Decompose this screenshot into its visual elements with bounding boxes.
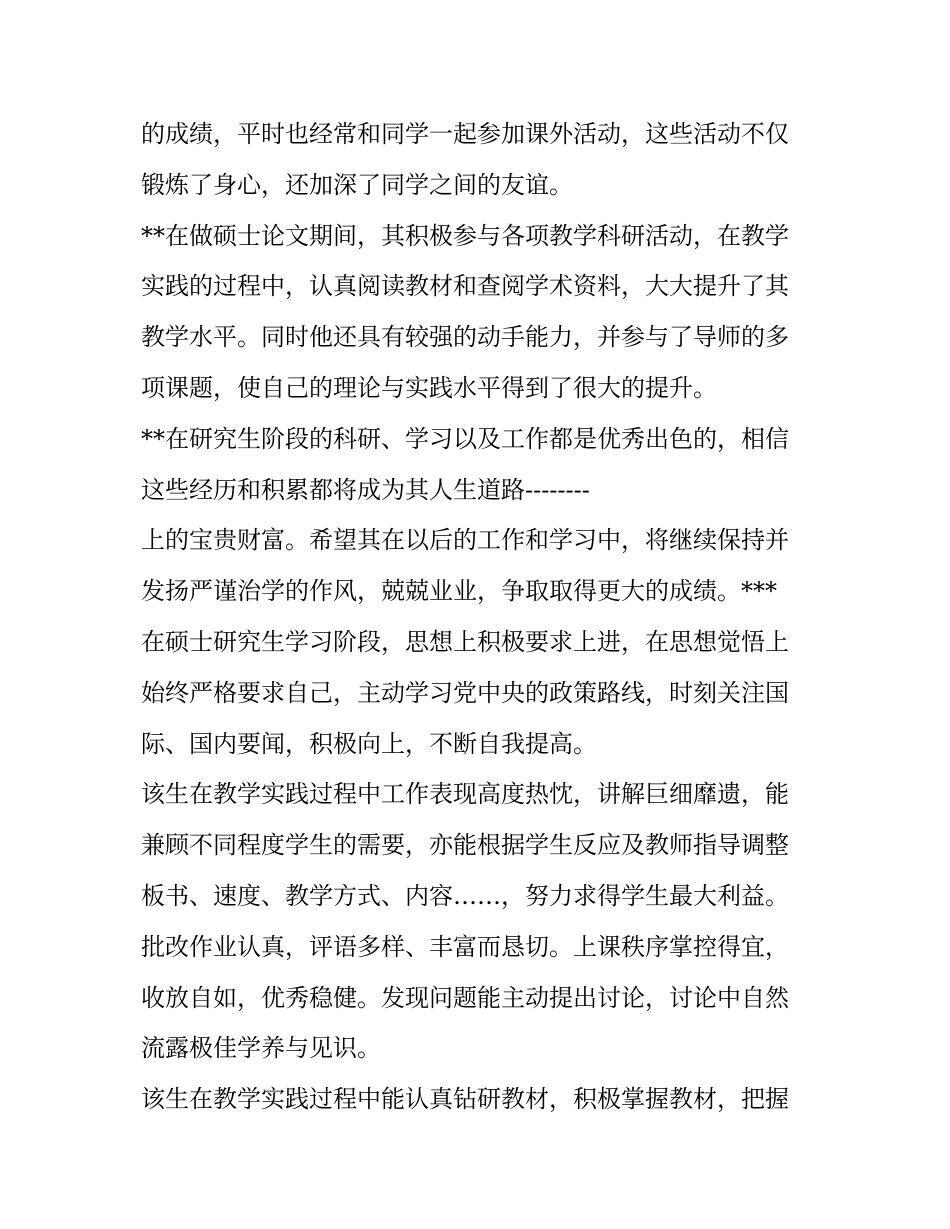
text-line: 批改作业认真，评语多样、丰富而恳切。上课秩序掌控得宜， bbox=[141, 932, 789, 961]
text-line: 始终严格要求自己，主动学习党中央的政策路线，时刻关注国 bbox=[141, 678, 789, 707]
text-line: 板书、速度、教学方式、内容……，努力求得学生最大利益。 bbox=[141, 881, 789, 910]
text-line: 流露极佳学养与见识。 bbox=[141, 1034, 381, 1063]
text-line: 兼顾不同程度学生的需要，亦能根据学生反应及教师指导调整 bbox=[141, 831, 789, 860]
document-body bbox=[141, 109, 831, 1125]
text-line: **在研究生阶段的科研、学习以及工作都是优秀出色的，相信 bbox=[141, 424, 789, 453]
text-line: 教学水平。同时他还具有较强的动手能力，并参与了导师的多 bbox=[141, 323, 789, 352]
text-line: **在做硕士论文期间，其积极参与各项教学科研活动，在教学 bbox=[141, 221, 789, 250]
text-line: 项课题，使自己的理论与实践水平得到了很大的提升。 bbox=[141, 373, 717, 402]
text-line: 锻炼了身心，还加深了同学之间的友谊。 bbox=[141, 170, 573, 199]
text-line: 这些经历和积累都将成为其人生道路-------- bbox=[141, 475, 590, 504]
text-line: 在硕士研究生学习阶段，思想上积极要求上进，在思想觉悟上 bbox=[141, 627, 789, 656]
text-line: 的成绩，平时也经常和同学一起参加课外活动，这些活动不仅 bbox=[141, 120, 789, 148]
text-line: 该生在教学实践过程中工作表现高度热忱，讲解巨细靡遗，能 bbox=[141, 780, 789, 809]
text-line: 发扬严谨治学的作风，兢兢业业，争取取得更大的成绩。*** bbox=[141, 577, 777, 606]
text-line: 际、国内要闻，积极向上，不断自我提高。 bbox=[141, 729, 597, 758]
text-line: 上的宝贵财富。希望其在以后的工作和学习中，将继续保持并 bbox=[141, 526, 789, 555]
text-line: 该生在教学实践过程中能认真钻研教材，积极掌握教材，把握 bbox=[141, 1085, 789, 1114]
text-line: 实践的过程中，认真阅读教材和查阅学术资料，大大提升了其 bbox=[141, 272, 789, 301]
text-line: 收放自如，优秀稳健。发现问题能主动提出讨论，讨论中自然 bbox=[141, 983, 789, 1012]
